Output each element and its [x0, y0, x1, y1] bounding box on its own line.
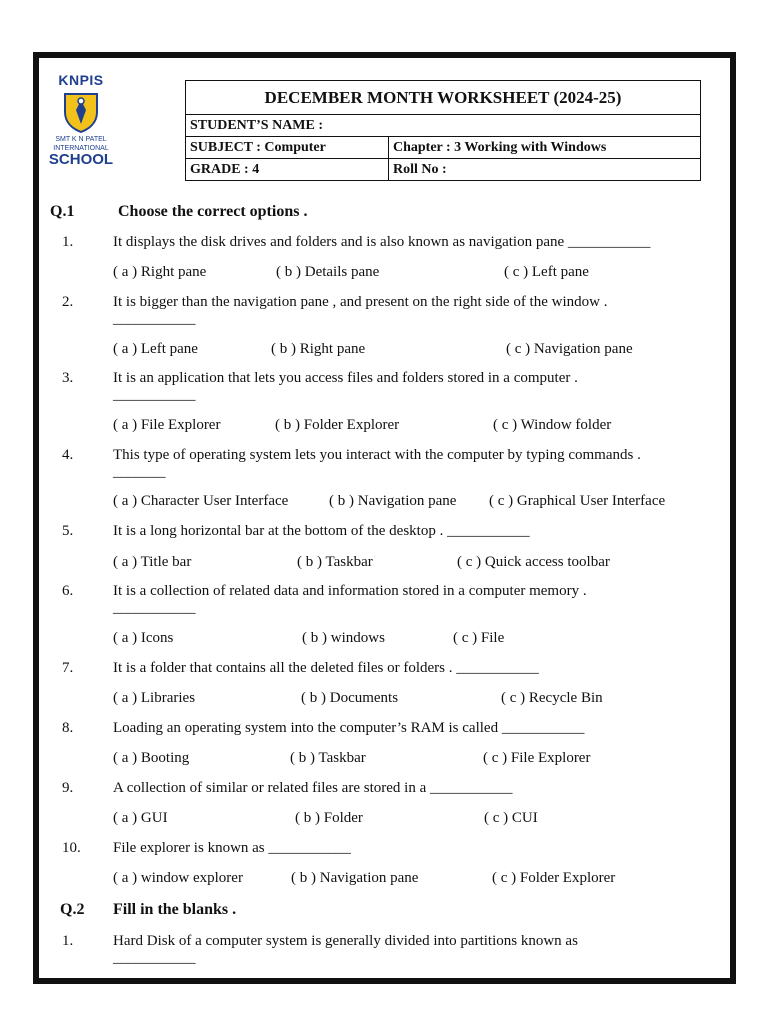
question-number: 2. — [62, 294, 74, 310]
question-text: It is an application that lets you access files and folders stored in a computer . — [113, 370, 578, 386]
roll-no-cell: Roll No : — [389, 159, 701, 181]
option-a: ( a ) File Explorer — [113, 417, 221, 433]
logo-acronym: KNPIS — [58, 72, 104, 88]
question-text: A collection of similar or related files are stored in a ___________ — [113, 780, 513, 796]
question-text: It is a folder that contains all the deleted files or folders . ___________ — [113, 660, 539, 676]
question-text: It is a long horizontal bar at the bottom of the desktop . ___________ — [113, 523, 530, 539]
option-b: ( b ) Taskbar — [297, 554, 373, 570]
question-number: 10. — [62, 840, 81, 856]
option-c: ( c ) Recycle Bin — [501, 690, 603, 706]
option-c: ( c ) Left pane — [504, 264, 589, 280]
option-a: ( a ) Libraries — [113, 690, 196, 706]
option-b: ( b ) Details pane — [276, 264, 380, 280]
question-text: File explorer is known as ___________ — [113, 840, 351, 856]
option-c: ( c ) Window folder — [493, 417, 612, 433]
question-number: 9. — [62, 780, 74, 796]
option-c: ( c ) File Explorer — [483, 750, 591, 766]
q1-label: Q.1 — [50, 203, 75, 220]
option-c: ( c ) Navigation pane — [506, 341, 633, 357]
option-a: ( a ) Character User Interface — [113, 493, 289, 509]
answer-blank: ___________ — [113, 600, 196, 616]
option-b: ( b ) Folder — [295, 810, 363, 826]
option-a: ( a ) Icons — [113, 630, 174, 646]
option-b: ( b ) windows — [302, 630, 385, 646]
question-text: Loading an operating system into the computer’s RAM is called ___________ — [113, 720, 585, 736]
question-number: 5. — [62, 523, 74, 539]
option-a: ( a ) Right pane — [113, 264, 207, 280]
option-c: ( c ) File — [453, 630, 505, 646]
grade-cell: GRADE : 4 — [186, 159, 389, 181]
option-b: ( b ) Taskbar — [290, 750, 366, 766]
option-a: ( a ) Booting — [113, 750, 190, 766]
option-b: ( b ) Right pane — [271, 341, 366, 357]
subject-cell: SUBJECT : Computer — [186, 137, 389, 159]
option-a: ( a ) GUI — [113, 810, 168, 826]
worksheet-header-table — [185, 80, 701, 181]
question-text: It is a collection of related data and information stored in a computer memory . — [113, 583, 587, 599]
chapter-cell: Chapter : 3 Working with Windows — [389, 137, 701, 159]
question-number: 8. — [62, 720, 74, 736]
logo-school: SCHOOL — [48, 151, 114, 168]
option-b: ( b ) Documents — [301, 690, 399, 706]
option-c: ( c ) Quick access toolbar — [457, 554, 610, 570]
logo-subtitle-1: SMT K N PATEL — [55, 136, 107, 143]
answer-blank: _______ — [113, 464, 166, 480]
question-number: 1. — [62, 933, 74, 949]
worksheet-title: DECEMBER MONTH WORKSHEET (2024-25) — [186, 81, 701, 115]
answer-blank: ___________ — [113, 387, 196, 403]
answer-blank: ___________ — [113, 950, 196, 966]
option-c: ( c ) Folder Explorer — [492, 870, 616, 886]
option-c: ( c ) Graphical User Interface — [489, 493, 666, 509]
q2-label: Q.2 — [60, 901, 85, 918]
shield-icon — [59, 90, 103, 134]
option-b: ( b ) Navigation pane — [291, 870, 419, 886]
question-text: It is bigger than the navigation pane , and present on the right side of the window . — [113, 294, 608, 310]
question-number: 3. — [62, 370, 74, 386]
question-text: This type of operating system lets you interact with the computer by typing commands . — [113, 447, 641, 463]
question-number: 7. — [62, 660, 74, 676]
option-a: ( a ) Left pane — [113, 341, 198, 357]
option-c: ( c ) CUI — [484, 810, 538, 826]
question-number: 6. — [62, 583, 74, 599]
question-text: It displays the disk drives and folders and is also known as navigation pane ___________ — [113, 234, 651, 250]
option-a: ( a ) Title bar — [113, 554, 192, 570]
option-b: ( b ) Navigation pane — [329, 493, 457, 509]
option-a: ( a ) window explorer — [113, 870, 243, 886]
question-number: 1. — [62, 234, 74, 250]
q1-title: Choose the correct options . — [118, 203, 308, 220]
question-text: Hard Disk of a computer system is generally divided into partitions known as — [113, 933, 578, 949]
school-logo — [48, 72, 114, 167]
answer-blank: ___________ — [113, 311, 196, 327]
logo-subtitle-2: INTERNATIONAL — [53, 145, 109, 152]
question-number: 4. — [62, 447, 74, 463]
student-name-field: STUDENT’S NAME : — [186, 115, 701, 137]
q2-title: Fill in the blanks . — [113, 901, 237, 918]
option-b: ( b ) Folder Explorer — [275, 417, 400, 433]
